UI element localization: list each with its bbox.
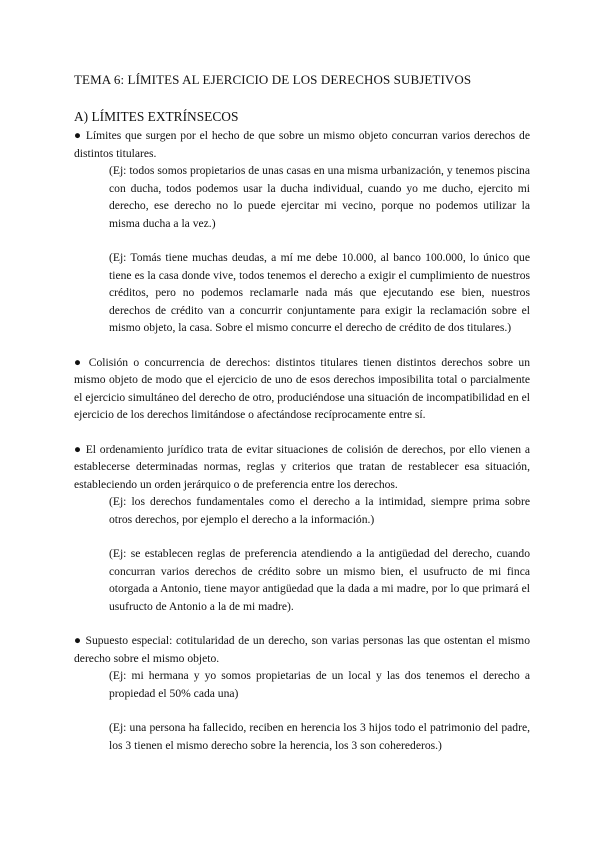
bullet-paragraph: ● Supuesto especial: cotitularidad de un derecho, son varias personas las que ostentan el mismo derecho sobre el mismo objeto.: [74, 634, 530, 665]
example-paragraph: (Ej: los derechos fundamentales como el derecho a la intimidad, siempre prima sobre otros derechos, por ejemplo el derecho a la información.): [109, 495, 530, 526]
section-heading: A) LÍMITES EXTRÍNSECOS: [74, 109, 239, 124]
document-title: TEMA 6: LÍMITES AL EJERCICIO DE LOS DERECHOS SUBJETIVOS: [74, 72, 472, 87]
example-paragraph: (Ej: todos somos propietarios de unas casas en una misma urbanización, y tenemos piscina con ducha, todos podemos usar la ducha individual, cuando yo me ducho, ejercito mi derecho, ese derecho no lo puede ejercitar mi vecino, porque no podemos utilizar la misma ducha a la vez.): [109, 164, 530, 230]
bullet-paragraph: ● Límites que surgen por el hecho de que sobre un mismo objeto concurran varios derechos de distintos titulares.: [74, 129, 530, 160]
example-paragraph: (Ej: mi hermana y yo somos propietarias de un local y las dos tenemos el derecho a propiedad el 50% cada una): [109, 669, 530, 700]
example-paragraph: (Ej: Tomás tiene muchas deudas, a mí me debe 10.000, al banco 100.000, lo único que tiene es la casa donde vive, todos tenemos el derecho a exigir el cumplimiento de nuestros créditos, pero no podemos reclamarle nada más que ejecutando ese bien, nuestros derechos de crédito van a concurrir conjuntamente para exigir la reclamación sobre el mismo objeto, la casa. Sobre el mismo concurre el derecho de crédito de dos titulares.): [109, 251, 530, 334]
example-paragraph: (Ej: una persona ha fallecido, reciben en herencia los 3 hijos todo el patrimonio del padre, los 3 tienen el mismo derecho sobre la herencia, los 3 son coherederos.): [109, 721, 530, 752]
bullet-paragraph: ● Colisión o concurrencia de derechos: distintos titulares tienen distintos derechos sobre un mismo objeto de modo que el ejercicio de uno de esos derechos imposibilita total o parcialmente el ejercicio simultáneo del derecho de otro, produciéndose una situación de incompatibilidad en el ejercicio de los derechos limitándose o afectándose recíprocamente entre sí.: [74, 355, 530, 421]
example-paragraph: (Ej: se establecen reglas de preferencia atendiendo a la antigüedad del derecho, cuando concurran varios derechos de crédito sobre un mismo bien, el usufructo de mi finca otorgada a Antonio, tiene mayor antigüedad que la dada a mi madre, por lo que primará el usufructo de Antonio a la de mi madre).: [109, 547, 530, 613]
bullet-paragraph: ● El ordenamiento jurídico trata de evitar situaciones de colisión de derechos, por ello vienen a establecerse determinadas normas, reglas y criterios que tratan de restablecer esa situación, estableciendo un orden jerárquico o de preferencia entre los derechos.: [74, 442, 530, 491]
